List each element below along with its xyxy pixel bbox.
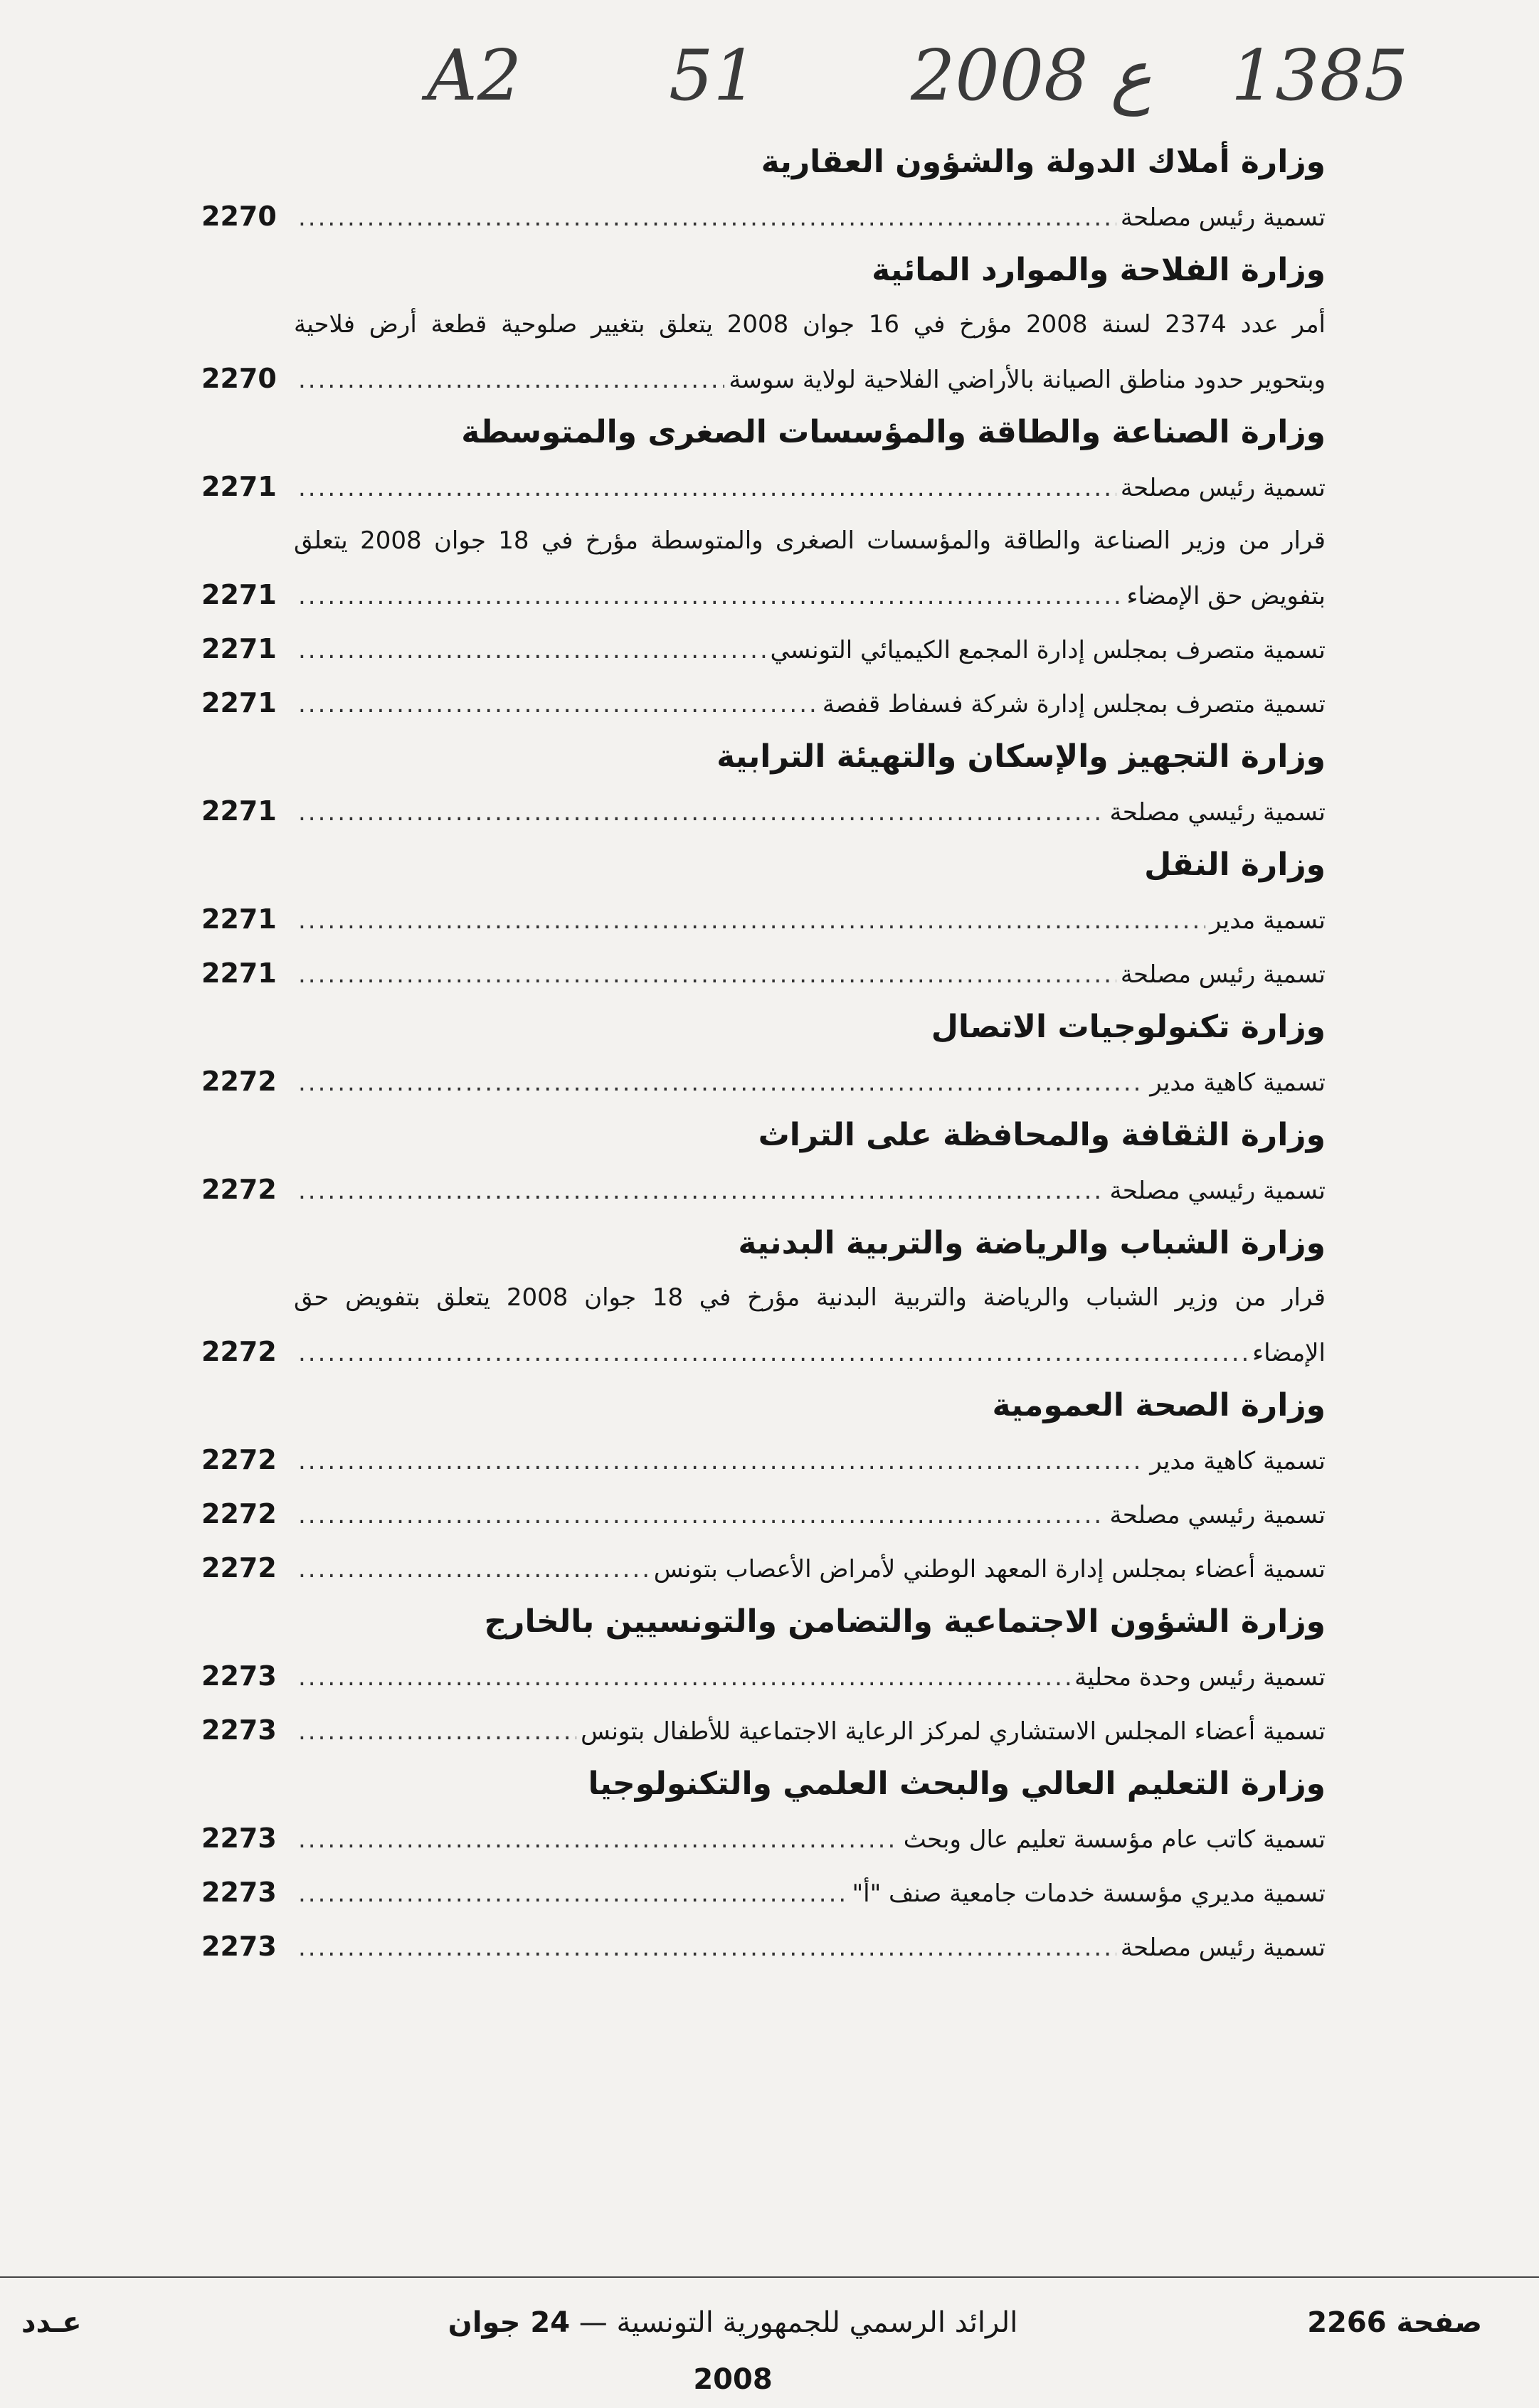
ministry-heading: وزارة الشباب والرياضة والتربية البدنية	[738, 1225, 1326, 1261]
toc-entry	[201, 1811, 1326, 1865]
publication-line	[413, 2294, 1053, 2408]
entry-page-number: 2273	[201, 1931, 277, 1962]
ministry-heading: وزارة التعليم العالي والبحث العلمي والتكنولوجيا	[588, 1766, 1326, 1802]
entry-text: تسمية مدير	[1209, 906, 1326, 935]
entry-page-number: 2273	[201, 1714, 277, 1746]
ministry-heading: وزارة الثقافة والمحافظة على التراث	[758, 1117, 1326, 1153]
entry-text: تسمية رئيسي مصلحة	[1109, 798, 1326, 827]
entry-paragraph-line: قرار من وزير الشباب والرياضة والتربية البدنية مؤرخ في 18 جوان 2008 يتعلق بتفويض حق	[294, 1283, 1326, 1312]
dot-leader	[298, 1542, 650, 1596]
toc-entry	[201, 1487, 1326, 1541]
ministry-heading: وزارة الصناعة والطاقة والمؤسسات الصغرى والمتوسطة	[461, 414, 1326, 450]
dot-leader	[298, 785, 1106, 839]
handwritten-annotation	[427, 21, 1423, 142]
entry-text: تسمية رئيسي مصلحة	[1109, 1177, 1326, 1205]
toc-entry	[201, 676, 1326, 730]
handwritten-year: ع 2008	[911, 36, 1153, 117]
toc-entry	[201, 1433, 1326, 1487]
entry-page-number: 2270	[201, 363, 277, 394]
page-number: صفحة 2266	[1307, 2306, 1482, 2339]
entry-page-number: 2271	[201, 687, 277, 718]
entry-text: تسمية كاهية مدير	[1150, 1447, 1326, 1475]
entry-paragraph-line: أمر عدد 2374 لسنة 2008 مؤرخ في 16 جوان 2008 يتعلق بتغيير صلوحية قطعة أرض فلاحية	[294, 310, 1326, 339]
entry-page-number: 2271	[201, 633, 277, 664]
toc-entry	[201, 1919, 1326, 1973]
entry-text: تسمية رئيس مصلحة	[1120, 203, 1326, 232]
entry-page-number: 2271	[201, 579, 277, 610]
dot-leader	[298, 353, 724, 407]
toc-entry	[201, 1649, 1326, 1703]
toc-entry	[201, 784, 1326, 838]
entry-text: تسمية متصرف بمجلس إدارة شركة فسفاط قفصة	[822, 690, 1326, 718]
entry-page-number: 2271	[201, 795, 277, 827]
issue-label: عـدد	[21, 2306, 82, 2339]
toc-entry	[201, 946, 1326, 1000]
dot-leader	[298, 948, 1116, 1002]
toc-entry	[201, 1162, 1326, 1216]
dot-leader	[298, 1488, 1106, 1542]
entry-page-number: 2271	[201, 903, 277, 935]
entry-text: تسمية متصرف بمجلس إدارة المجمع الكيميائي التونسي	[770, 636, 1326, 664]
toc-entry	[201, 1054, 1326, 1108]
entry-text: وبتحوير حدود مناطق الصيانة بالأراضي الفلاحية لولاية سوسة	[729, 366, 1326, 394]
toc-entry	[201, 1865, 1326, 1919]
entry-text: تسمية رئيسي مصلحة	[1109, 1501, 1326, 1529]
dot-leader	[298, 191, 1116, 245]
entry-text: تسمية رئيس مصلحة	[1120, 474, 1326, 502]
entry-text: الإمضاء	[1252, 1339, 1326, 1367]
dot-leader	[298, 1704, 576, 1759]
entry-page-number: 2273	[201, 1823, 277, 1854]
ministry-heading: وزارة تكنولوجيات الاتصال	[931, 1009, 1326, 1045]
toc-entry	[201, 568, 1326, 622]
entry-text: تسمية كاتب عام مؤسسة تعليم عال وبحث	[903, 1825, 1326, 1854]
toc-entry	[201, 460, 1326, 514]
toc-entry	[201, 1541, 1326, 1595]
entry-text: تسمية رئيس مصلحة	[1120, 960, 1326, 989]
ministry-heading: وزارة النقل	[1144, 847, 1326, 883]
entry-page-number: 2272	[201, 1066, 277, 1097]
dot-leader	[298, 1164, 1106, 1218]
dot-leader	[298, 1813, 899, 1867]
ministry-heading: وزارة أملاك الدولة والشؤون العقارية	[761, 144, 1326, 180]
dot-leader	[298, 893, 1205, 948]
entry-text: تسمية كاهية مدير	[1150, 1068, 1326, 1097]
entry-text: تسمية مديري مؤسسة خدمات جامعية صنف "أ"	[852, 1879, 1326, 1908]
entry-page-number: 2271	[201, 958, 277, 989]
toc-entry	[201, 1703, 1326, 1757]
dot-leader	[298, 1650, 1070, 1704]
entry-page-number: 2270	[201, 201, 277, 232]
toc-entry	[201, 622, 1326, 676]
entry-page-number: 2273	[201, 1660, 277, 1692]
page-footer	[0, 2294, 1539, 2396]
dot-leader	[298, 461, 1116, 515]
entry-text: تسمية رئيس وحدة محلية	[1074, 1663, 1326, 1692]
ministry-heading: وزارة التجهيز والإسكان والتهيئة الترابية	[716, 738, 1326, 775]
entry-page-number: 2272	[201, 1336, 277, 1367]
dot-leader	[298, 1326, 1248, 1380]
toc-entry	[201, 892, 1326, 946]
publication-date: 24 جوان 2008	[448, 2306, 773, 2396]
footer-divider	[0, 2276, 1539, 2278]
entry-page-number: 2271	[201, 471, 277, 502]
entry-page-number: 2273	[201, 1877, 277, 1908]
entry-page-number: 2272	[201, 1174, 277, 1205]
dot-leader	[298, 1056, 1146, 1110]
toc-entry	[201, 1325, 1326, 1379]
dot-leader	[298, 1434, 1146, 1488]
toc-entry	[201, 189, 1326, 243]
ministry-heading: وزارة الشؤون الاجتماعية والتضامن والتونسيين بالخارج	[484, 1603, 1326, 1640]
handwritten-reference: 1385	[1231, 36, 1409, 117]
toc-entry	[201, 351, 1326, 405]
entry-text: تسمية أعضاء بمجلس إدارة المعهد الوطني لأمراض الأعصاب بتونس	[653, 1555, 1326, 1584]
dot-leader	[298, 1867, 848, 1921]
entry-text: بتفويض حق الإمضاء	[1126, 582, 1326, 610]
ministry-heading: وزارة الفلاحة والموارد المائية	[872, 252, 1326, 288]
entry-page-number: 2272	[201, 1444, 277, 1475]
entry-page-number: 2272	[201, 1498, 277, 1529]
entry-text: تسمية رئيس مصلحة	[1120, 1934, 1326, 1962]
entry-paragraph-line: قرار من وزير الصناعة والطاقة والمؤسسات الصغرى والمتوسطة مؤرخ في 18 جوان 2008 يتعلق	[294, 526, 1326, 555]
dot-leader	[298, 677, 818, 731]
dot-leader	[298, 1921, 1116, 1975]
publication-title: الرائد الرسمي للجمهورية التونسية —	[578, 2306, 1018, 2339]
ministry-heading: وزارة الصحة العمومية	[992, 1387, 1326, 1423]
handwritten-code: A2	[427, 36, 522, 117]
dot-leader	[298, 569, 1123, 623]
handwritten-number: 51	[669, 36, 758, 117]
entry-page-number: 2272	[201, 1552, 277, 1584]
table-of-contents	[201, 135, 1326, 1973]
entry-text: تسمية أعضاء المجلس الاستشاري لمركز الرعاية الاجتماعية للأطفال بتونس	[581, 1717, 1326, 1746]
dot-leader	[298, 623, 766, 677]
